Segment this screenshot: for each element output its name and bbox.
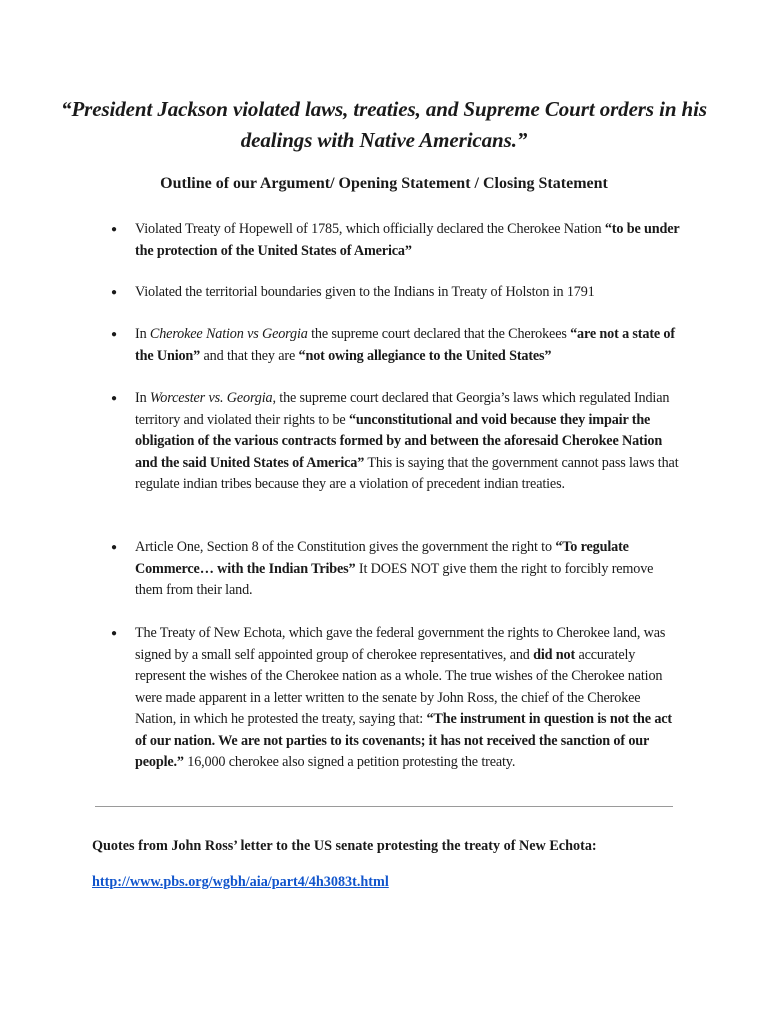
point-text: It DOES NOT give them the right to forcibly remove them from their land. [135, 560, 654, 598]
argument-point-article-one [135, 537, 680, 602]
point-text: This is saying that the government cannot pass laws that regulate indian tribes because they are a violation of precedent indian treaties. [135, 454, 679, 492]
point-quote: “are not a state of the Union” [135, 326, 675, 364]
case-name: Worcester vs. Georgia [149, 390, 273, 406]
point-quote: “not owing allegiance to the United States” [298, 347, 552, 364]
point-text: In [135, 326, 150, 342]
point-text: Article One, Section 8 of the Constitution gives the government the right to [135, 539, 556, 555]
point-text: Violated Treaty of Hopewell of 1785, which officially declared the Cherokee Nation [135, 221, 605, 237]
argument-point-cherokee-nation [135, 324, 680, 367]
point-text: 16,000 cherokee also signed a petition protesting the treaty. [183, 754, 516, 770]
point-text: , the supreme court declared that Georgia’s laws which regulated Indian territory and violated their rights to be [135, 390, 670, 428]
point-text: accurately represent the wishes of the Cherokee nation as a whole. The true wishes of the Cherokee nation were made apparent in a letter written to the senate by John Ross, the chief of the Cherokee Nation, in which he protested the treaty, saying that: [135, 646, 663, 727]
document-title: “President Jackson violated laws, treaties, and Supreme Court orders in his dealings with Native Americans.” [61, 97, 707, 152]
point-quote: “The instrument in question is not the act of our nation. We are not parties to its covenants; it has not received the sanction of our people.” [135, 711, 673, 770]
source-link[interactable]: http://www.pbs.org/wgbh/aia/part4/4h3083t.html [92, 874, 389, 890]
point-emphasis: did not [533, 646, 576, 663]
document-subtitle: Outline of our Argument/ Opening Statement / Closing Statement [160, 175, 608, 192]
argument-point-worcester [135, 388, 680, 496]
case-name: Cherokee Nation vs Georgia [149, 326, 308, 342]
point-text: The Treaty of New Echota, which gave the federal government the rights to Cherokee land, was signed by a small self appointed group of cherokee representatives, and [135, 625, 666, 663]
point-quote: “to be under the protection of the United States of America” [135, 221, 680, 259]
point-text: the supreme court declared that the Cherokees [307, 326, 571, 342]
point-text: In [135, 390, 150, 406]
point-text: and that they are [200, 347, 299, 364]
point-quote: “unconstitutional and void because they impair the obligation of the various contracts formed by and between the aforesaid Cherokee Nation and the said United States of America” [135, 411, 663, 471]
argument-point-hopewell [135, 219, 680, 262]
argument-point-new-echota [135, 623, 680, 774]
argument-point-holston [135, 282, 680, 304]
quotes-heading: Quotes from John Ross’ letter to the US senate protesting the treaty of New Echota: [92, 838, 597, 854]
horizontal-divider [95, 806, 673, 807]
point-text: Violated the territorial boundaries given to the Indians in Treaty of Holston in 1791 [135, 284, 595, 300]
point-quote: “To regulate Commerce… with the Indian Tribes” [135, 539, 629, 577]
